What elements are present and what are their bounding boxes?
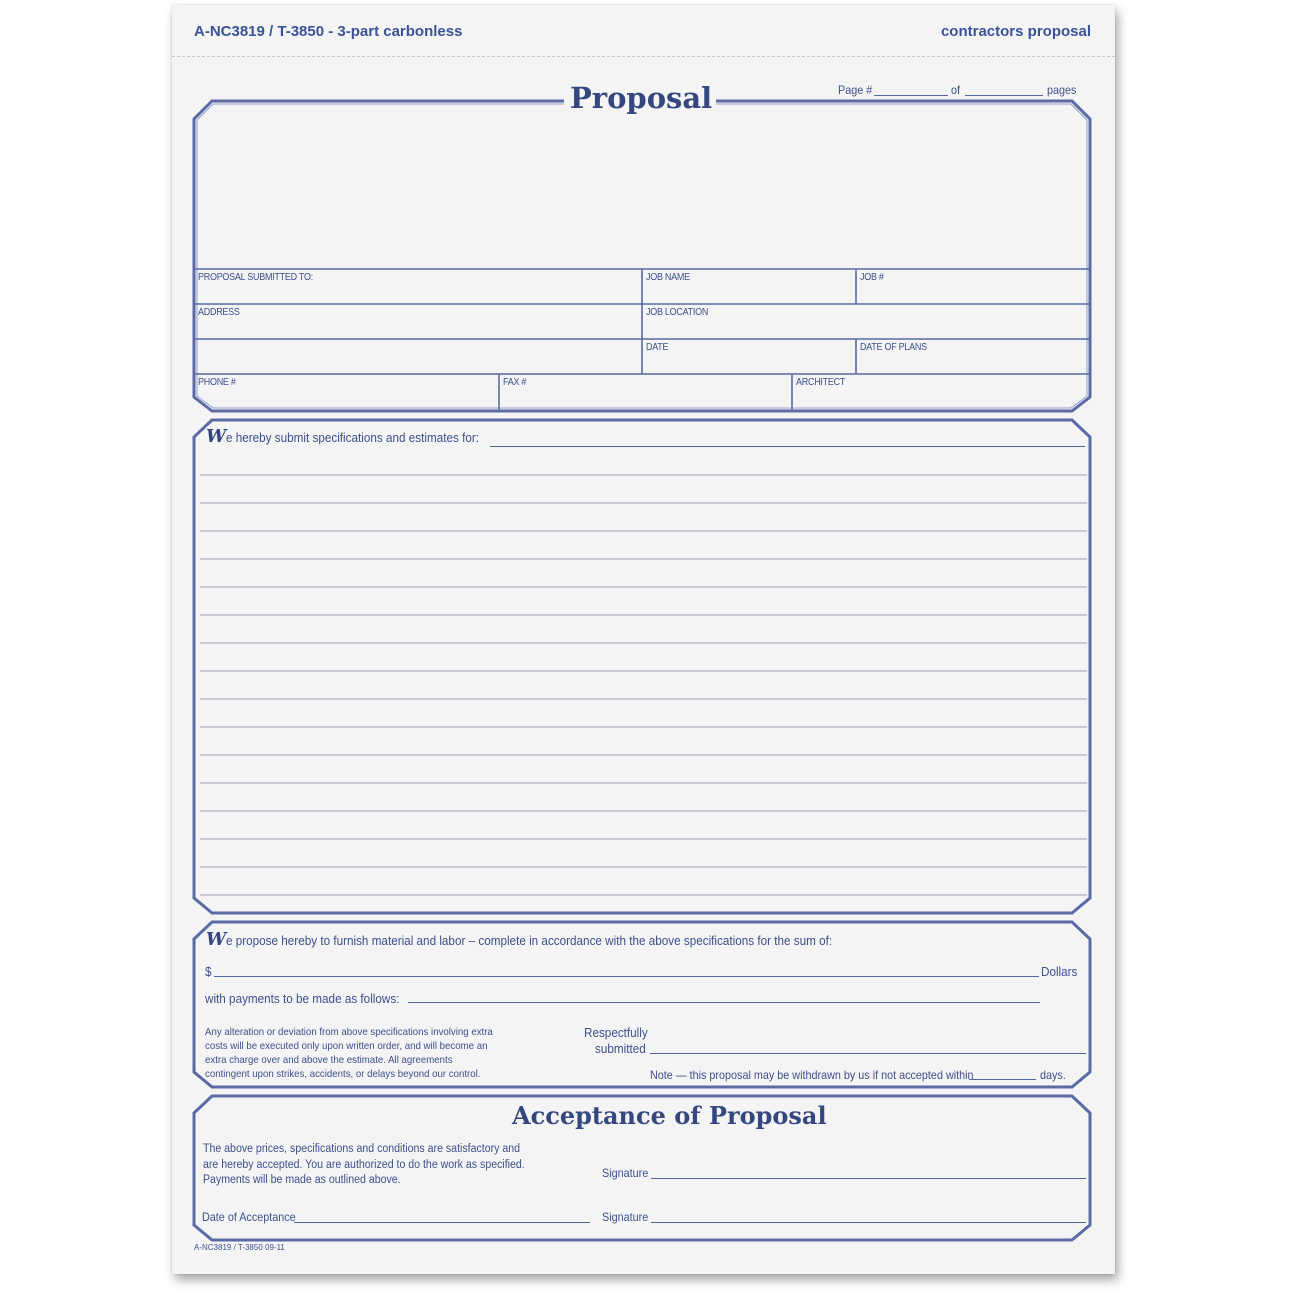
- company-header-area[interactable]: [198, 109, 1086, 267]
- ruled-line: [200, 838, 1087, 840]
- ruled-line: [200, 670, 1087, 672]
- form-title: Proposal: [566, 81, 716, 115]
- phone-label: PHONE #: [198, 377, 236, 388]
- drop-cap-w: W: [206, 426, 227, 447]
- ruled-line: [200, 642, 1087, 644]
- date-of-acceptance-label: Date of Acceptance: [202, 1210, 296, 1224]
- job-name-label: JOB NAME: [646, 272, 690, 283]
- terms-intro: e propose hereby to furnish material and labor – complete in accordance with the above specifications for the sum of:: [226, 933, 833, 948]
- acceptance-statement: The above prices, specifications and conditions are satisfactory and are hereby accepted. You are authorized to do the work as specified. Payments will be made as outlined above.: [203, 1143, 525, 1186]
- job-name-field[interactable]: [642, 269, 856, 304]
- ruled-line: [200, 614, 1087, 616]
- date-of-acceptance-input[interactable]: [294, 1222, 590, 1223]
- ruled-line: [200, 866, 1087, 868]
- proposal-submitted-to-label: PROPOSAL SUBMITTED TO:: [198, 272, 313, 283]
- proposal-form-sheet: [172, 5, 1115, 1274]
- days-label: days.: [1040, 1068, 1066, 1082]
- ruled-line: [200, 894, 1087, 896]
- job-number-field[interactable]: [856, 269, 1090, 304]
- payment-terms-input[interactable]: [408, 1002, 1040, 1003]
- withdrawal-note: Note — this proposal may be withdrawn by us if not accepted within: [650, 1068, 974, 1082]
- date-of-plans-field[interactable]: [856, 339, 1090, 374]
- address-field[interactable]: [194, 304, 642, 374]
- phone-field[interactable]: [194, 374, 499, 411]
- ruled-line: [200, 558, 1087, 560]
- ruled-line: [200, 810, 1087, 812]
- ruled-line: [200, 474, 1087, 476]
- ruled-line: [200, 698, 1087, 700]
- signature-input-1[interactable]: [651, 1178, 1086, 1179]
- acceptance-days-input[interactable]: [969, 1079, 1036, 1080]
- architect-field[interactable]: [792, 374, 1090, 411]
- fax-field[interactable]: [499, 374, 792, 411]
- acceptance-title: Acceptance of Proposal: [512, 1101, 827, 1130]
- signature-label-2: Signature: [602, 1210, 649, 1224]
- page-of-label: of: [951, 83, 961, 97]
- ruled-line: [200, 782, 1087, 784]
- pages-label: pages: [1047, 83, 1077, 97]
- ruled-line: [200, 502, 1087, 504]
- sum-amount-input[interactable]: [214, 976, 1039, 977]
- job-location-label: JOB LOCATION: [646, 307, 709, 318]
- job-number-label: JOB #: [860, 272, 884, 283]
- specifications-label: e hereby submit specifications and estimates for:: [226, 430, 480, 445]
- fax-label: FAX #: [503, 377, 527, 388]
- specifications-heading: [206, 426, 507, 447]
- date-of-plans-label: DATE OF PLANS: [860, 342, 927, 353]
- drop-cap-w: W: [206, 929, 227, 950]
- submitted-label: submitted: [595, 1041, 646, 1056]
- architect-label: ARCHITECT: [796, 377, 846, 388]
- product-name: contractors proposal: [940, 23, 1091, 40]
- terms-heading: [206, 929, 900, 950]
- page-number-input[interactable]: [874, 95, 948, 96]
- specifications-for-input[interactable]: [490, 446, 1085, 447]
- payments-label: with payments to be made as follows:: [205, 991, 400, 1006]
- form-code-footer: A-NC3819 / T-3850 09-11: [194, 1243, 285, 1252]
- ruled-line: [200, 726, 1087, 728]
- date-field[interactable]: [642, 339, 856, 374]
- currency-symbol: $: [205, 964, 212, 979]
- date-label: DATE: [646, 342, 669, 353]
- address-label: ADDRESS: [198, 307, 240, 318]
- product-code: A-NC3819 / T-3850 - 3-part carbonless: [194, 23, 463, 40]
- submitted-by-signature-input[interactable]: [650, 1053, 1086, 1054]
- proposal-submitted-to-field[interactable]: [194, 269, 642, 304]
- alteration-disclaimer: Any alteration or deviation from above specifications involving extra costs will be executed only upon written order, and will become an extra charge over and above the estimate. All agreements contingent upon strikes, accidents, or delays beyond our control.: [205, 1026, 493, 1080]
- ruled-line: [200, 586, 1087, 588]
- signature-input-2[interactable]: [651, 1222, 1086, 1223]
- job-location-field[interactable]: [642, 304, 1090, 339]
- ruled-line: [200, 754, 1087, 756]
- total-pages-input[interactable]: [965, 95, 1043, 96]
- respectfully-label: Respectfully: [584, 1025, 648, 1040]
- ruled-line: [200, 530, 1087, 532]
- page-number-label: Page #: [838, 83, 873, 97]
- dollars-label: Dollars: [1041, 964, 1078, 979]
- signature-label-1: Signature: [602, 1166, 649, 1180]
